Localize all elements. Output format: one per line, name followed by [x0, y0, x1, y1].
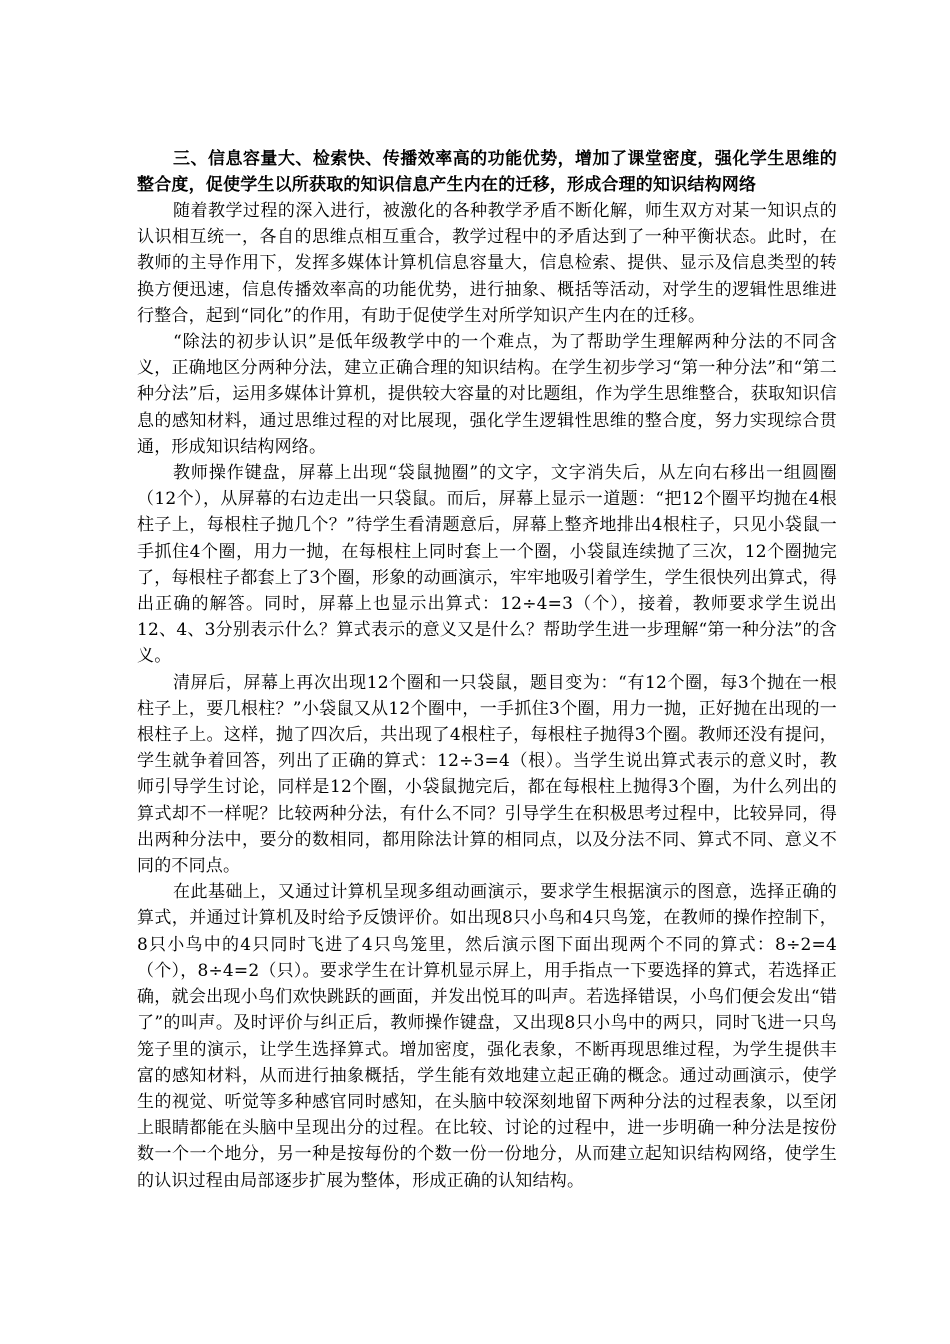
- paragraph-4: 清屏后，屏幕上再次出现12个圈和一只袋鼠，题目变为：“有12个圈，每3个抛在一根柱子上，要几根柱？”小袋鼠又从12个圈中，一手抓住3个圈，用力一抛，正好抛在出现的一根柱子上。这样，抛了四次后，共出现了4根柱子，每根柱子抛得3个圈。教师还没有提问，学生就争着回答，列出了正确的算式：12÷3=4（根）。当学生说出算式表示的意义时，教师引导学生讨论，同样是12个圈，小袋鼠抛完后，都在每根柱上抛得3个圈，为什么列出的算式却不一样呢？比较两种分法，有什么不同？引导学生在积极思考过程中，比较异同，得出两种分法中，要分的数相同，都用除法计算的相同点，以及分法不同、算式不同、意义不同的不同点。: [137, 672, 837, 877]
- paragraph-5: 在此基础上，又通过计算机呈现多组动画演示，要求学生根据演示的图意，选择正确的算式，并通过计算机及时给予反馈评价。如出现8只小鸟和4只鸟笼，在教师的操作控制下，8只小鸟中的4只同时飞进了4只鸟笼里，然后演示图下面出现两个不同的算式：8÷2=4（个），8÷4=2（只）。要求学生在计算机显示屏上，用手指点一下要选择的算式，若选择正确，就会出现小鸟们欢快跳跃的画面，并发出悦耳的叫声。若选择错误，小鸟们便会发出“错了”的叫声。及时评价与纠正后，教师操作键盘，又出现8只小鸟中的两只，同时飞进一只鸟笼子里的演示，让学生选择算式。增加密度，强化表象，不断再现思维过程，为学生提供丰富的感知材料，从而进行抽象概括，学生能有效地建立起正确的概念。通过动画演示，使学生的视觉、听觉等多种感官同时感知，在头脑中较深刻地留下两种分法的过程表象，以至闭上眼睛都能在头脑中呈现出分的过程。在比较、讨论的过程中，进一步明确一种分法是按份数一个一个地分，另一种是按每份的个数一份一份地分，从而建立起知识结构网络，使学生的认识过程由局部逐步扩展为整体，形成正确的认知结构。: [137, 882, 837, 1191]
- document-page: [137, 146, 837, 1194]
- section-heading: 三、信息容量大、检索快、传播效率高的功能优势，增加了课堂密度，强化学生思维的整合度，促使学生以所获取的知识信息产生内在的迁移，形成合理的知识结构网络: [137, 149, 837, 195]
- paragraph-2: “除法的初步认识”是低年级教学中的一个难点，为了帮助学生理解两种分法的不同含义，正确地区分两种分法，建立正确合理的知识结构。在学生初步学习“第一种分法”和“第二种分法”后，运用多媒体计算机，提供较大容量的对比题组，作为学生思维整合，获取知识信息的感知材料，通过思维过程的对比展现，强化学生逻辑性思维的整合度，努力实现综合贯通，形成知识结构网络。: [137, 332, 837, 457]
- paragraph-1: 随着教学过程的深入进行，被激化的各种教学矛盾不断化解，师生双方对某一知识点的认识相互统一，各自的思维点相互重合，教学过程中的矛盾达到了一种平衡状态。此时，在教师的主导作用下，发挥多媒体计算机信息容量大，信息检索、提供、显示及信息类型的转换方便迅速，信息传播效率高的功能优势，进行抽象、概括等活动，对学生的逻辑性思维进行整合，起到“同化”的作用，有助于促使学生对所学知识产生内在的迁移。: [137, 201, 837, 326]
- paragraph-3: 教师操作键盘，屏幕上出现“袋鼠抛圈”的文字，文字消失后，从左向右移出一组圆圈（12个），从屏幕的右边走出一只袋鼠。而后，屏幕上显示一道题：“把12个圈平均抛在4根柱子上，每根柱子抛几个？”待学生看清题意后，屏幕上整齐地排出4根柱子，只见小袋鼠一手抓住4个圈，用力一抛，在每根柱上同时套上一个圈，小袋鼠连续抛了三次，12个圈抛完了，每根柱子都套上了3个圈，形象的动画演示，牢牢地吸引着学生，学生很快列出算式，得出正确的解答。同时，屏幕上也显示出算式：12÷4=3（个），接着，教师要求学生说出12、4、3分别表示什么？算式表示的意义又是什么？帮助学生进一步理解“第一种分法”的含义。: [137, 463, 837, 667]
